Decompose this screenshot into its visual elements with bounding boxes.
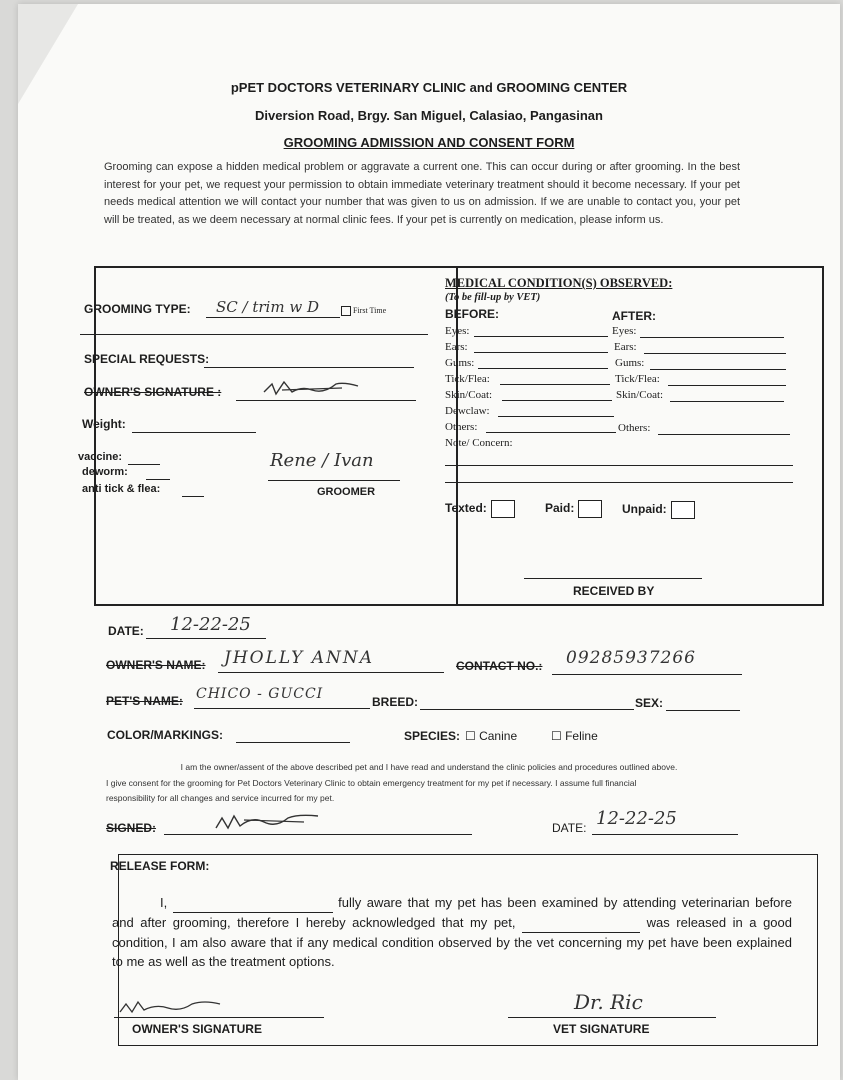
before-others-line [486,432,616,433]
special-requests-line [204,367,414,368]
texted-checkbox[interactable] [491,500,515,518]
texted-field [445,500,515,518]
before-skin-line [502,400,612,401]
vet-note: (To be fill-up by VET) [445,292,541,303]
owner-sig-label: OWNER'S SIGNATURE [132,1022,262,1036]
color-markings-label: COLOR/MARKINGS: [107,728,223,742]
special-requests-label: SPECIAL REQUESTS: [84,352,210,366]
received-by-label: RECEIVED BY [573,584,655,598]
before-ears-label: Ears: [445,341,468,353]
pet-name-line [194,708,370,709]
form-title: GROOMING ADMISSION AND CONSENT FORM [283,135,575,150]
signed-date-label: DATE: [552,821,587,835]
vaccine-line [128,464,160,465]
first-time-option [341,306,386,316]
canine-label: Canine [479,729,518,743]
signed-label: SIGNED: [106,821,157,835]
anti-tick-line [182,496,204,497]
before-dewclaw-label: Dewclaw: [445,405,490,417]
before-heading: BEFORE: [445,307,499,321]
vet-sig-value: Dr. Ric [574,990,643,1014]
paid-label: Paid: [545,501,575,516]
signed-date-value: 12-22-25 [596,808,677,829]
release-paragraph [112,893,792,971]
vaccine-label: vaccine: [78,451,123,463]
consent-line-3: responsibility for all changes and service incurred for my pet. [106,793,335,803]
received-by-line [524,578,702,579]
date-label: DATE: [108,624,144,638]
clinic-address: Diversion Road, Brgy. San Miguel, Calasiao, Pangasinan [255,108,603,123]
medical-title: MEDICAL CONDITION(S) OBSERVED: [445,276,673,290]
after-tick-line [668,385,786,386]
grooming-type-value: SC / trim w D [216,298,319,316]
owner-signature-label: OWNER'S SIGNATURE : [84,385,222,399]
date-value: 12-22-25 [170,614,251,635]
after-eyes-label: Eyes: [612,325,637,337]
signed-scribble [214,810,324,837]
species-label: SPECIES: [404,729,461,743]
vet-sig-label: VET SIGNATURE [553,1022,650,1036]
after-ears-label: Ears: [614,341,637,353]
contact-value: 09285937266 [566,648,696,668]
before-dewclaw-line [498,416,614,417]
release-text-2: fully aware that my pet has been examined by attending veterinarian before and after grooming, therefore I hereby acknowledged that my pet, [112,895,792,930]
release-pet-blank[interactable] [522,913,640,933]
intro-paragraph: Grooming can expose a hidden medical problem or aggravate a current one. This can occur during or after grooming. In the best interest for your pet, we request your permission to obtain immediate veterinary treatment should it become necessary. If your pet needs medical attention we will contact your number that was given to us on admission. If we are unable to contact you, your pet will be treated, as we deem necessary at normal clinic fees. If your pet is currently on medication, please inform us. [104,161,740,226]
before-skin-label: Skin/Coat: [445,389,493,401]
texted-label: Texted: [445,501,487,516]
release-text-3: was released in a good condition, I am also aware that if any medical condition observed by the vet concerning my pet have been explained to me as well as the treatment options. [112,915,792,969]
sex-line [666,710,740,711]
owner-signature-scribble [262,378,362,404]
date-line [146,638,266,639]
form-sheet [18,4,840,1080]
first-time-label: First Time [353,306,387,315]
paid-field [545,500,602,518]
pet-name-label: PET'S NAME: [106,694,183,708]
owner-sig-scribble [116,996,226,1023]
grooming-type-line [206,317,340,318]
first-time-checkbox[interactable] [341,306,351,316]
after-heading: AFTER: [612,309,656,323]
owner-name-value: JHOLLY ANNA [224,648,374,668]
after-others-label: Others: [618,422,651,434]
paid-checkbox[interactable] [578,500,602,518]
after-skin-line [670,401,784,402]
before-gums-label: Gums: [445,357,475,369]
before-tick-label: Tick/Flea: [445,373,490,385]
contact-line [552,674,742,675]
note-line-1 [445,465,793,466]
before-ears-line [474,352,608,353]
owner-name-line [218,672,444,673]
before-gums-line [478,368,608,369]
vet-sig-line [508,1017,716,1018]
before-eyes-line [474,336,608,337]
breed-line [420,709,634,710]
after-gums-label: Gums: [615,357,645,369]
color-markings-line [236,742,350,743]
note-concern-label: Note/ Concern: [445,437,513,449]
consent-paragraph [106,760,752,807]
before-others-label: Others: [445,421,478,433]
owner-name-label: OWNER'S NAME: [106,658,206,672]
weight-line [132,432,256,433]
clinic-name: pPET DOCTORS VETERINARY CLINIC and GROOMING CENTER [230,80,628,95]
release-name-blank[interactable] [173,893,333,913]
after-ears-line [644,353,786,354]
release-form-title: RELEASE FORM: [110,859,210,873]
groomer-line [268,480,400,481]
contact-label: CONTACT NO.: [456,659,543,673]
breed-label: BREED: [372,695,419,709]
signed-date-line [592,834,738,835]
deworm-label: deworm: [82,466,128,478]
consent-line-1: I am the owner/assent of the above described pet and I have read and understand the clinic policies and procedures outlined above. [180,762,678,772]
anti-tick-label: anti tick & flea: [82,483,161,495]
pet-name-value: CHICO - GUCCI [196,686,324,702]
unpaid-label: Unpaid: [622,502,667,517]
grooming-type-line-2 [80,334,428,335]
unpaid-checkbox[interactable] [671,501,695,519]
consent-line-2: I give consent for the grooming for Pet Doctors Veterinary Clinic to obtain emergency treatment for my pet if necessary. I assume full financial [106,777,637,788]
feline-option[interactable]: ☐ Feline [551,729,598,743]
release-text-1: I, [160,895,168,910]
note-line-2 [445,482,793,483]
deworm-line [146,479,170,480]
grooming-type-label: GROOMING TYPE: [84,302,191,316]
weight-label: Weight: [82,417,126,431]
after-eyes-line [640,337,784,338]
groomer-name-value: Rene / Ivan [270,450,374,471]
before-eyes-label: Eyes: [445,325,470,337]
sex-label: SEX: [635,696,664,710]
before-tick-line [500,384,610,385]
after-tick-label: Tick/Flea: [615,373,660,385]
groomer-label: GROOMER [317,486,376,498]
after-skin-label: Skin/Coat: [616,389,664,401]
after-gums-line [650,369,786,370]
canine-option[interactable]: ☐ Canine [465,729,518,743]
after-others-line [658,434,790,435]
unpaid-field [622,501,695,519]
feline-label: Feline [565,729,598,743]
